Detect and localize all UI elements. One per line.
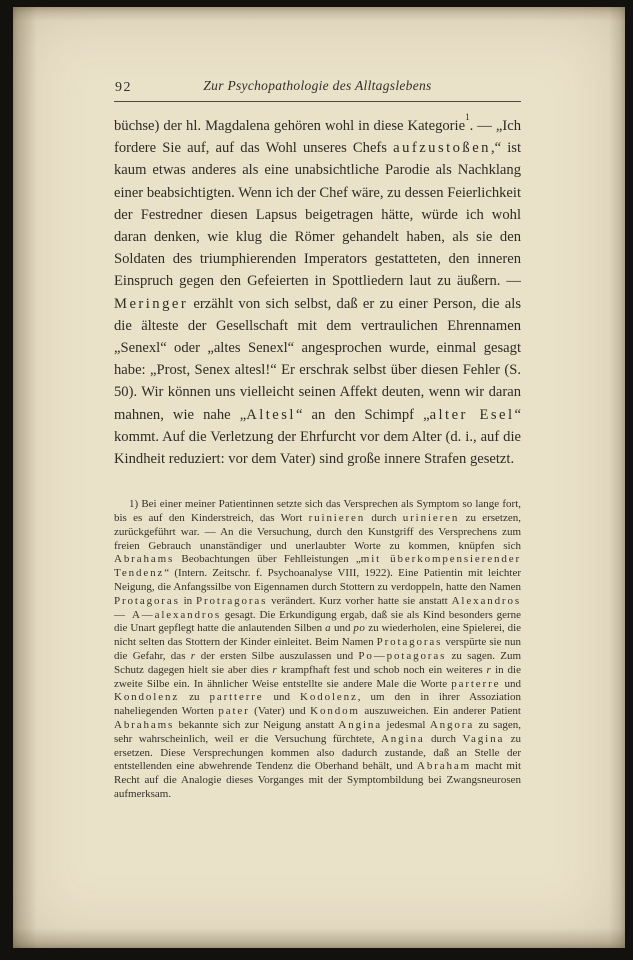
page-content	[114, 71, 521, 802]
body-paragraph: büchse) der hl. Magdalena gehören wohl in diese Kategorie$^1$. — „Ich fordere Sie auf, auf das Wohl unseres Chefs aufzustoßen,“ ist kaum etwas anderes als eine unabsichtliche Parodie als Nachklang einer beabsichtigten. Wenn ich der Chef wäre, zu dessen Feierlichkeit der Festredner diesen Lapsus beigetragen hätte, würde ich wohl daran denken, wie klug die Römer gehandelt haben, als sie den Soldaten des triumphierenden Imperators gestatteten, den inneren Einspruch gegen den Gefeierten in Spottliedern laut zu äußern. — Meringer erzählt von sich selbst, daß er zu einer Person, die als die älteste der Gesellschaft mit dem vertraulichen Ehrennamen „Senexl“ oder „altes Senexl“ angesprochen wurde, einmal gesagt habe: „Prost, Senex altesl!“ Er erschrak selbst über diesen Fehler (S. 50). Wir können uns vielleicht seinen Affekt deuten, wenn wir daran mahnen, wie nahe „Altesl“ an den Schimpf „alter Esel“ kommt. Auf die Verletzung der Ehrfurcht vor dem Alter (d. i., auf die Kindheit reduziert: vor dem Vater) sind große innere Strafen gesetzt.	[114, 112, 521, 468]
page-number: 92	[115, 80, 132, 95]
footnote-text: 1) Bei einer meiner Patientinnen setzte sich das Versprechen als Symptom so lange fort, bis es auf den Kinderstreich, das Wort ruinieren durch urinieren zu ersetzen, zurückgeführt war. — An die Versuchung, durch den Kunstgriff des Versprechens zum freien Gebrauch unanständiger und unerlaubter Worte zu kommen, knüpfen sich Abrahams Beobachtungen über Fehlleistungen „mit überkompensierender Tendenz“ (Intern. Zeitschr. f. Psychoanalyse VIII, 1922). Eine Patientin mit leichter Neigung, die Anfangssilbe von Eigennamen durch Stottern zu verdoppeln, hatte den Namen Protagoras in Protragoras verändert. Kurz vorher hatte sie anstatt Alexandros — A—alexandros gesagt. Die Erkundigung ergab, daß sie als Kind besonders gerne die Unart gepflegt hatte die anlautenden Silben a und po zu wiederholen, eine Spielerei, die nicht selten das Stottern der Kinder einleitet. Beim Namen Protagoras verspürte sie nun die Gefahr, das r der ersten Silbe auszulassen und Po—potagoras zu sagen. Zum Schutz dagegen hielt sie aber dies r krampfhaft fest und schob noch ein weiteres r in die zweite Silbe ein. In ähnlicher Weise entstellte sie andere Male die Worte parterre und Kondolenz zu partterre und Kodolenz, um den in ihrer Assoziation naheliegenden Worten pater (Vater) und Kondom auszuweichen. Ein anderer Patient Abrahams bekannte sich zur Neigung anstatt Angina jedesmal Angora zu sagen, sehr wahrscheinlich, weil er die Versuchung fürchtete, Angina durch Vagina zu ersetzen. Diese Versprechungen kommen also dadurch zustande, daß an Stelle der entstellenden eine abwehrende Tendenz die Oberhand behält, und Abraham macht mit Recht auf die Analogie dieses Vorganges mit der Symptombildung bei Zwangsneurosen aufmerksam.	[114, 498, 522, 800]
page-header	[114, 71, 521, 102]
running-title: Zur Psychopathologie des Alltagslebens	[203, 78, 432, 93]
paper-sheet	[13, 7, 625, 948]
